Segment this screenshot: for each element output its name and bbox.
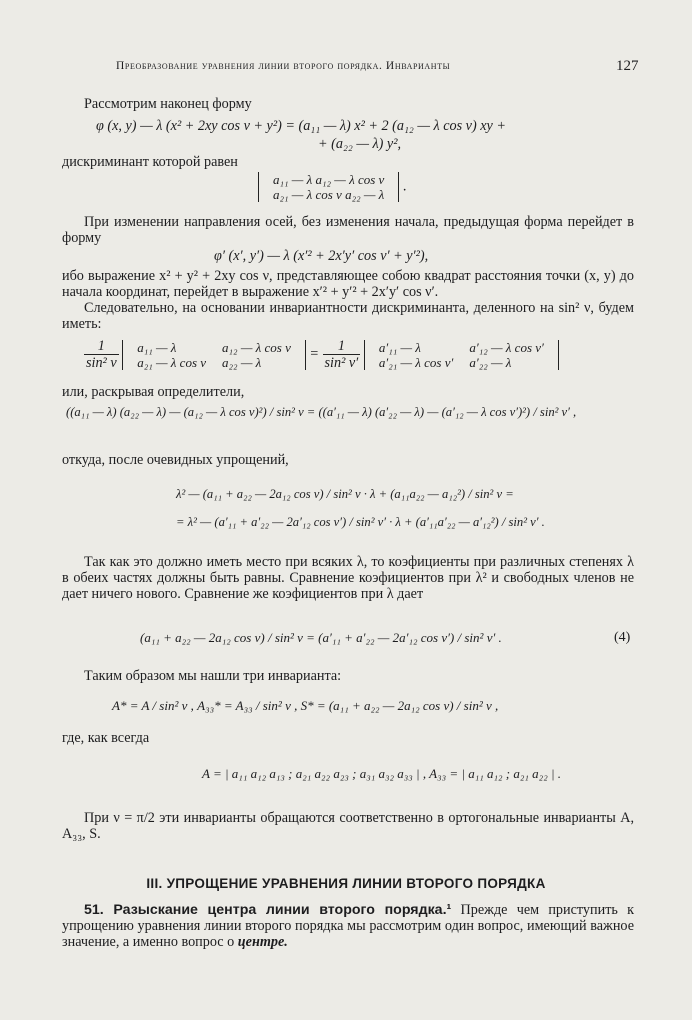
paragraph-discriminant: дискриминант которой равен [62, 154, 238, 170]
paragraph-three-invariants: Таким образом мы нашли три инварианта: [84, 668, 342, 684]
equation-quadratic-line2: = λ² — (a′₁₁ + a′₂₂ — 2a′₁₂ cos ν′) / sin² ν′ · λ + (a′₁₁a′₂₂ — a′₁₂²) / sin² ν′ . [176, 515, 545, 529]
equation-form-line2: + (a₂₂ — λ) y², [318, 136, 402, 152]
paragraph-center [62, 902, 634, 950]
equation-invariants: A* = A / sin² ν , A₃₃* = A₃₃ / sin² ν , S* = (a₁₁ + a₂₂ — 2a₁₂ cos ν) / sin² ν , [112, 698, 499, 713]
paragraph-orthogonal: При ν = π/2 эти инварианты обращаются соответственно в ортогональные инварианты A, A₃₃, S. [62, 810, 634, 842]
header-title: Преобразование уравнения линии второго порядка. Инварианты [116, 60, 451, 72]
paragraph-expanding: или, раскрывая определители, [62, 384, 245, 400]
equation-new-form: φ′ (x′, y′) — λ (x′² + 2x′y′ cos ν′ + y′²), [214, 248, 429, 264]
equation-number-4: (4) [614, 630, 631, 645]
equation-quadratic-line1: λ² — (a₁₁ + a₂₂ — 2a₁₂ cos ν) / sin² ν · λ + (a₁₁a₂₂ — a₁₂²) / sin² ν = [176, 487, 514, 501]
equation-expanded: ((a₁₁ — λ) (a₂₂ — λ) — (a₁₂ — λ cos ν)²) / sin² ν = ((a′₁₁ — λ) (a′₂₂ — λ) — (a′₁₂ — λ cos ν′)²) / sin² ν′ , [66, 405, 577, 419]
subsection-heading: 51. Разыскание центра линии второго порядка.¹ [84, 902, 452, 918]
paragraph-distance-expression: ибо выражение x² + y² + 2xy cos ν, представляющее собою квадрат расстояния точки (x, y) до начала координат, перейдет в выражение x′² + y′² + 2x′y′ cos ν′. [62, 268, 634, 300]
paragraph-center-text: Прежде чем приступить к упрощению уравнения линии второго порядка мы рассмотрим один вопрос, имеющий важное значение, а именно вопрос о [62, 902, 635, 950]
equation-determinants-A: A = | a₁₁ a₁₂ a₁₃ ; a₂₁ a₂₂ a₂₃ ; a₃₁ a₃₂ a₃₃ | , A₃₃ = | a₁₁ a₁₂ ; a₂₁ a₂₂ | . [202, 766, 562, 781]
paragraph-invariance: Следовательно, на основании инвариантности дискриминанта, деленного на sin² ν, будем иметь: [62, 300, 634, 332]
determinant-1: a₁₁ — λ a₁₂ — λ cos ν a₂₁ — λ cos ν a₂₂ — λ . [258, 172, 406, 202]
section-heading: III. УПРОЩЕНИЕ УРАВНЕНИЯ ЛИНИИ ВТОРОГО ПОРЯДКА [146, 876, 546, 891]
paragraph-consider-form: Рассмотрим наконец форму [84, 96, 252, 112]
equation-invariant-S: (a₁₁ + a₂₂ — 2a₁₂ cos ν) / sin² ν = (a′₁₁ + a′₂₂ — 2a′₁₂ cos ν′) / sin² ν′ . [140, 630, 502, 645]
page-number: 127 [616, 58, 639, 74]
paragraph-simplification: откуда, после очевидных упрощений, [62, 452, 289, 468]
paragraph-axis-change: При изменении направления осей, без изменения начала, предыдущая форма перейдет в форму [62, 214, 634, 246]
equation-form-line1: φ (x, y) — λ (x² + 2xy cos ν + y²) = (a₁₁ — λ) x² + 2 (a₁₂ — λ cos ν) xy + [96, 118, 506, 134]
det1-row2: a₂₁ — λ cos ν a₂₂ — λ [273, 187, 385, 202]
det1-row1: a₁₁ — λ a₁₂ — λ cos ν [273, 172, 385, 187]
center-term: центре. [237, 934, 288, 950]
equation-determinant-ratio: $\frac{1}{\text{sin² ν}}$ a₁₁ — λ a₁₂ — λ cos ν a₂₁ — λ cos ν a₂₂ — λ = $\frac{1}{\text{sin² ν′}}$ a′₁₁ — λ a′₁₂ — λ cos ν′ a′₂₁ — λ cos ν′ a′₂₂ — λ [84, 338, 559, 371]
paragraph-as-always: где, как всегда [62, 730, 150, 746]
running-header [0, 58, 692, 80]
paragraph-coefficients: Так как это должно иметь место при всяких λ, то коэфициенты при различных степенях λ в обеих частях должны быть равны. Сравнение коэфициентов при λ² и свободных членов не дает ничего нового. Сравнение же коэфициентов при λ дает [62, 554, 634, 602]
